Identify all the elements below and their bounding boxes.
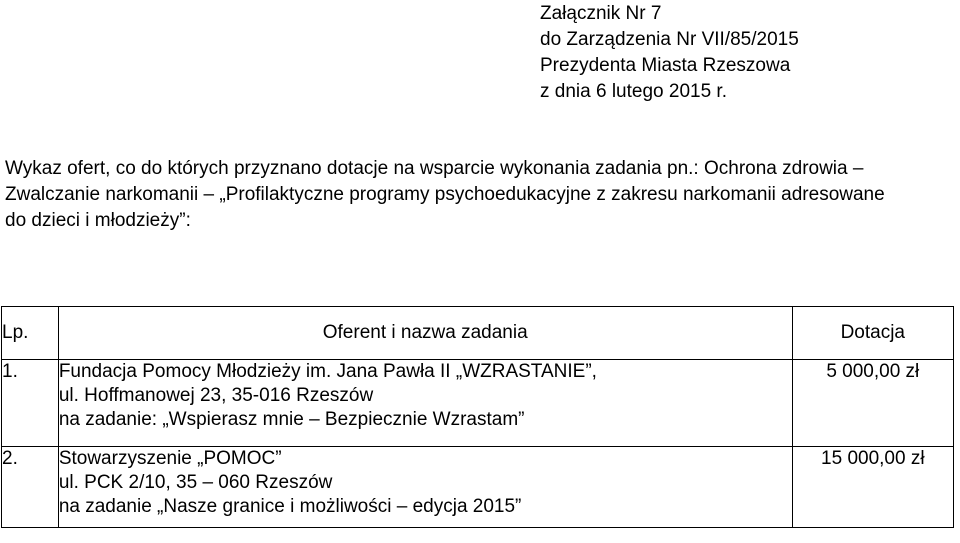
row-number: 2. xyxy=(2,447,59,528)
grant-amount: 5 000,00 zł xyxy=(792,360,953,447)
offer-details xyxy=(58,360,792,447)
offerer-name: Stowarzyszenie „POMOC” xyxy=(58,448,282,469)
task-name: na zadanie „Nasze granice i możliwości – edycja 2015” xyxy=(58,496,522,517)
offerer-address: ul. Hoffmanowej 23, 35-016 Rzeszów xyxy=(58,385,374,406)
intro-line: Wykaz ofert, co do których przyznano dotacje na wsparcie wykonania zadania pn.: Ochrona zdrowia – xyxy=(5,158,864,179)
offer-details xyxy=(58,447,792,528)
intro-paragraph xyxy=(5,156,955,234)
ordinance-reference: do Zarządzenia Nr VII/85/2015 xyxy=(540,29,799,50)
table-header-row xyxy=(2,307,954,360)
attachment-header xyxy=(540,1,799,105)
table-row xyxy=(2,447,954,528)
offers-table xyxy=(1,306,954,528)
intro-line: Zwalczanie narkomanii – „Profilaktyczne programy psychoedukacyjne z zakresu narkomanii adresowane xyxy=(5,184,885,205)
row-number: 1. xyxy=(2,360,59,447)
attachment-number: Załącznik Nr 7 xyxy=(540,3,662,24)
offerer-address: ul. PCK 2/10, 35 – 060 Rzeszów xyxy=(58,472,333,493)
task-name: na zadanie: „Wspierasz mnie – Bezpiecznie Wzrastam” xyxy=(58,409,525,430)
grant-amount: 15 000,00 zł xyxy=(792,447,953,528)
table-row xyxy=(2,360,954,447)
intro-line: do dzieci i młodzieży”: xyxy=(5,210,191,231)
issuer: Prezydenta Miasta Rzeszowa xyxy=(540,55,791,76)
issue-date: z dnia 6 lutego 2015 r. xyxy=(540,81,727,102)
column-header-dotacja: Dotacja xyxy=(792,307,953,360)
offerer-name: Fundacja Pomocy Młodzieży im. Jana Pawła II „WZRASTANIE”, xyxy=(58,361,597,382)
column-header-lp: Lp. xyxy=(2,307,59,360)
column-header-offerer: Oferent i nazwa zadania xyxy=(58,307,792,360)
